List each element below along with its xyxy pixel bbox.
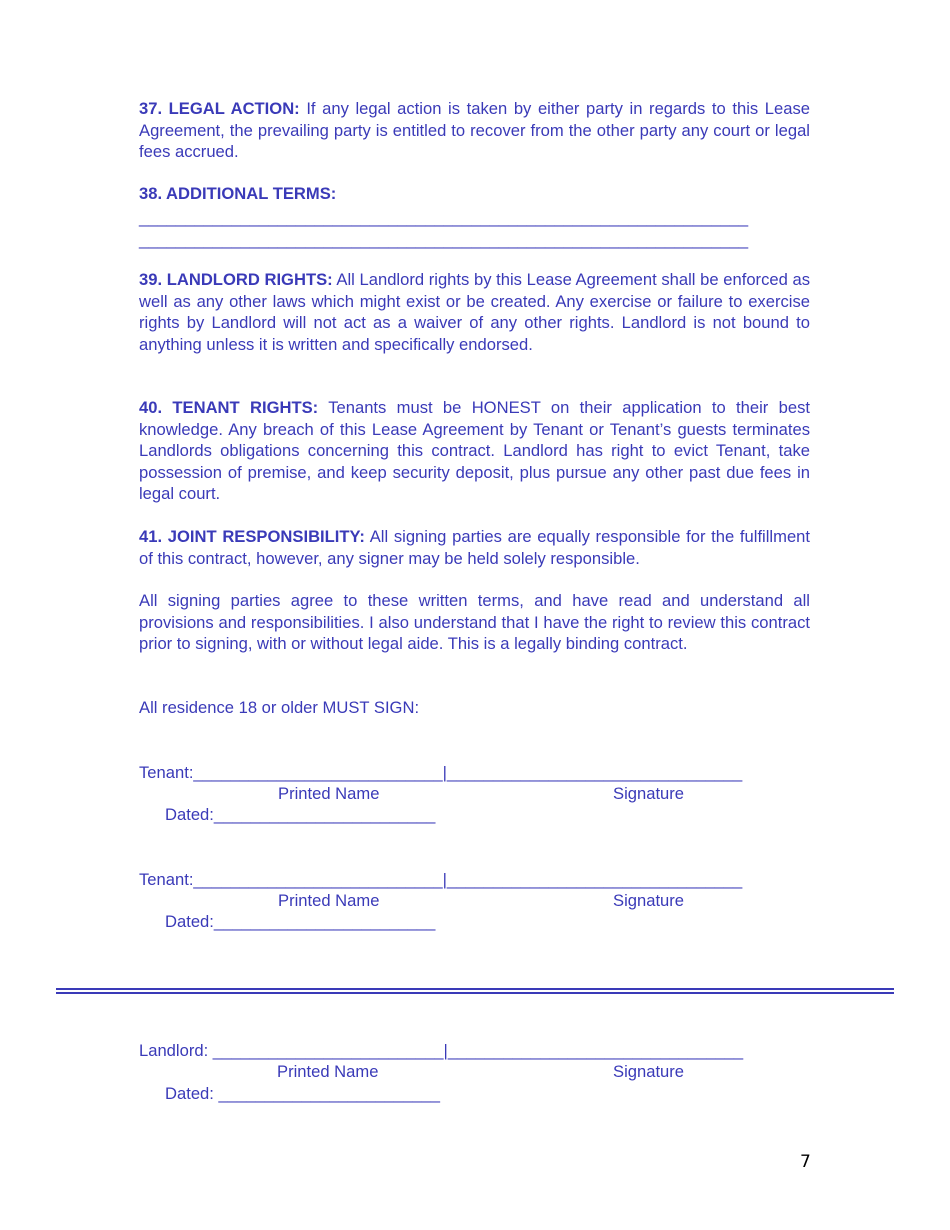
agreement-paragraph: All signing parties agree to these written terms, and have read and understand all provisions and responsibilities. I also understand that I have the right to review this contract prior to signing, with or without legal aide. This is a legally binding contract. (139, 591, 810, 653)
divider-line-bottom (56, 992, 894, 994)
tenant-1-signature-line[interactable]: Tenant:___________________________|________________________________ (139, 763, 743, 782)
section-37-legal-action (139, 98, 810, 163)
page-number: 7 (800, 1152, 811, 1172)
must-sign-notice: All residence 18 or older MUST SIGN: (139, 698, 420, 717)
section-37-body: If any legal action is taken by either party in regards to this Lease Agreement, the prevailing party is entitled to recover from the other party any court or legal fees accrued. (139, 99, 810, 161)
section-39-heading: 39. LANDLORD RIGHTS: (139, 270, 333, 289)
section-40-heading: 40. TENANT RIGHTS: (139, 398, 319, 417)
section-39-body: All Landlord rights by this Lease Agreement shall be enforced as well as any other laws which might exist or be created. Any exercise or failure to exercise rights by Landlord will not act as a waiver of any other rights. Landlord is not bound to anything unless it is written and specifically endorsed. (139, 270, 810, 354)
section-40-tenant-rights (139, 397, 810, 505)
section-38-heading: 38. ADDITIONAL TERMS: (139, 184, 337, 203)
section-41-joint-responsibility (139, 526, 810, 569)
landlord-signature-line[interactable]: Landlord: _________________________|________________________________ (139, 1041, 744, 1060)
landlord-dated-line[interactable]: Dated: ________________________ (165, 1084, 440, 1103)
tenant-2-signature-line[interactable]: Tenant:___________________________|________________________________ (139, 870, 743, 889)
section-41-body: All signing parties are equally responsible for the fulfillment of this contract, however, any signer may be held solely responsible. (139, 527, 811, 568)
landlord-signature-label: Signature (613, 1062, 685, 1081)
additional-terms-line-1[interactable]: __________________________________________________________________ (139, 208, 749, 227)
tenant-1-dated-line[interactable]: Dated:________________________ (165, 805, 436, 824)
tenant-2-signature-label: Signature (613, 891, 685, 910)
tenant-2-dated-line[interactable]: Dated:________________________ (165, 912, 436, 931)
section-37-heading: 37. LEGAL ACTION: (139, 99, 300, 118)
divider-line-top (56, 988, 894, 990)
section-41-heading: 41. JOINT RESPONSIBILITY: (139, 527, 365, 546)
tenant-1-printed-name-label: Printed Name (278, 784, 380, 803)
section-39-landlord-rights (139, 269, 810, 355)
tenant-1-signature-label: Signature (613, 784, 685, 803)
tenant-2-printed-name-label: Printed Name (278, 891, 380, 910)
additional-terms-line-2[interactable]: __________________________________________________________________ (139, 230, 749, 249)
section-38-additional-terms (139, 183, 810, 205)
landlord-printed-name-label: Printed Name (277, 1062, 379, 1081)
section-40-body: Tenants must be HONEST on their application to their best knowledge. Any breach of this Lease Agreement by Tenant or Tenant’s guests terminates Landlords obligations concerning this contract. Landlord has right to evict Tenant, take possession of premise, and keep security deposit, plus pursue any other past due fees in legal court. (139, 398, 810, 503)
